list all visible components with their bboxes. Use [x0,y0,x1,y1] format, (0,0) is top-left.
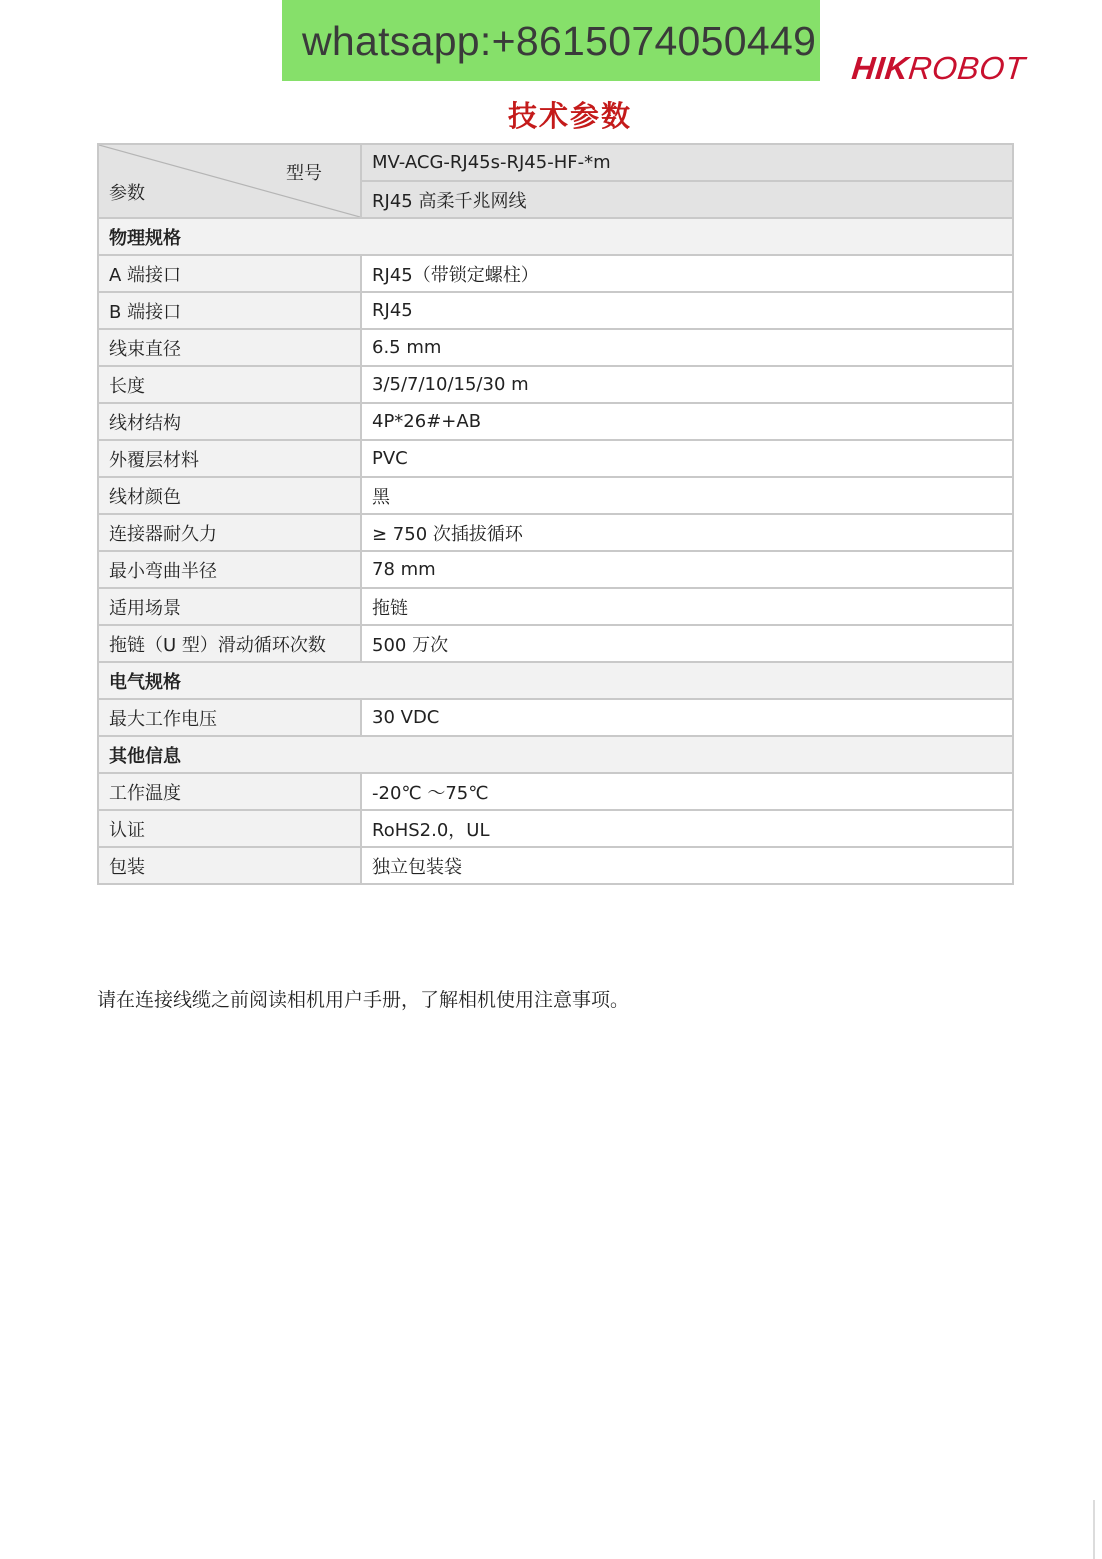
row-value: RJ45（带锁定螺柱） [361,255,1013,292]
row-label: 长度 [98,366,361,403]
row-label: A 端接口 [98,255,361,292]
corner-model-label: 型号 [286,163,322,184]
row-label: 拖链（U 型）滑动循环次数 [98,625,361,662]
table-row [98,255,1013,292]
page-title: 技术参数 [507,99,632,133]
section-title: 物理规格 [98,218,1013,255]
corner-param-label: 参数 [109,183,145,204]
row-value: 3/5/7/10/15/30 m [361,366,1013,403]
row-label: 线材颜色 [98,477,361,514]
row-label: 认证 [98,810,361,847]
table-row [98,366,1013,403]
table-row [98,403,1013,440]
table-row [98,440,1013,477]
usage-note: 请在连接线缆之前阅读相机用户手册，了解相机使用注意事项。 [97,989,630,1011]
row-value: RJ45 [361,292,1013,329]
logo-robot-text: ROBOT [906,50,1027,86]
banner-text: whatsapp:+8615074050449 [302,18,817,64]
table-row [98,625,1013,662]
row-value: ≥ 750 次插拔循环 [361,514,1013,551]
model-number-cell: MV-ACG-RJ45s-RJ45-HF-*m [361,144,1013,181]
row-label: 包装 [98,847,361,884]
section-row [98,736,1013,773]
row-label: 适用场景 [98,588,361,625]
row-label: B 端接口 [98,292,361,329]
header-corner-cell [98,144,361,218]
row-value: 独立包装袋 [361,847,1013,884]
table-row [98,551,1013,588]
row-value: -20℃ ～75℃ [361,773,1013,810]
logo-hik-text: HIK [850,50,911,86]
row-value: PVC [361,440,1013,477]
section-row [98,218,1013,255]
section-title: 其他信息 [98,736,1013,773]
table-row [98,588,1013,625]
row-value: 78 mm [361,551,1013,588]
table-row [98,477,1013,514]
table-row [98,292,1013,329]
row-value: 6.5 mm [361,329,1013,366]
row-label: 最小弯曲半径 [98,551,361,588]
contact-banner [282,0,820,81]
row-value: 黑 [361,477,1013,514]
table-row [98,773,1013,810]
table-row [98,514,1013,551]
table-row [98,329,1013,366]
section-title: 电气规格 [98,662,1013,699]
section-row [98,662,1013,699]
row-value: 4P*26#+AB [361,403,1013,440]
row-label: 线束直径 [98,329,361,366]
row-label: 外覆层材料 [98,440,361,477]
hikrobot-logo [850,50,1027,87]
table-row [98,847,1013,884]
model-desc-cell: RJ45 高柔千兆网线 [361,181,1013,218]
row-label: 连接器耐久力 [98,514,361,551]
row-label: 工作温度 [98,773,361,810]
row-value: RoHS2.0，UL [361,810,1013,847]
row-value: 拖链 [361,588,1013,625]
row-label: 线材结构 [98,403,361,440]
row-value: 500 万次 [361,625,1013,662]
table-row [98,810,1013,847]
row-value: 30 VDC [361,699,1013,736]
table-row [98,699,1013,736]
page-edge-divider [1093,1500,1095,1559]
spec-table [97,143,1014,885]
table-header-row [98,144,1013,181]
row-label: 最大工作电压 [98,699,361,736]
